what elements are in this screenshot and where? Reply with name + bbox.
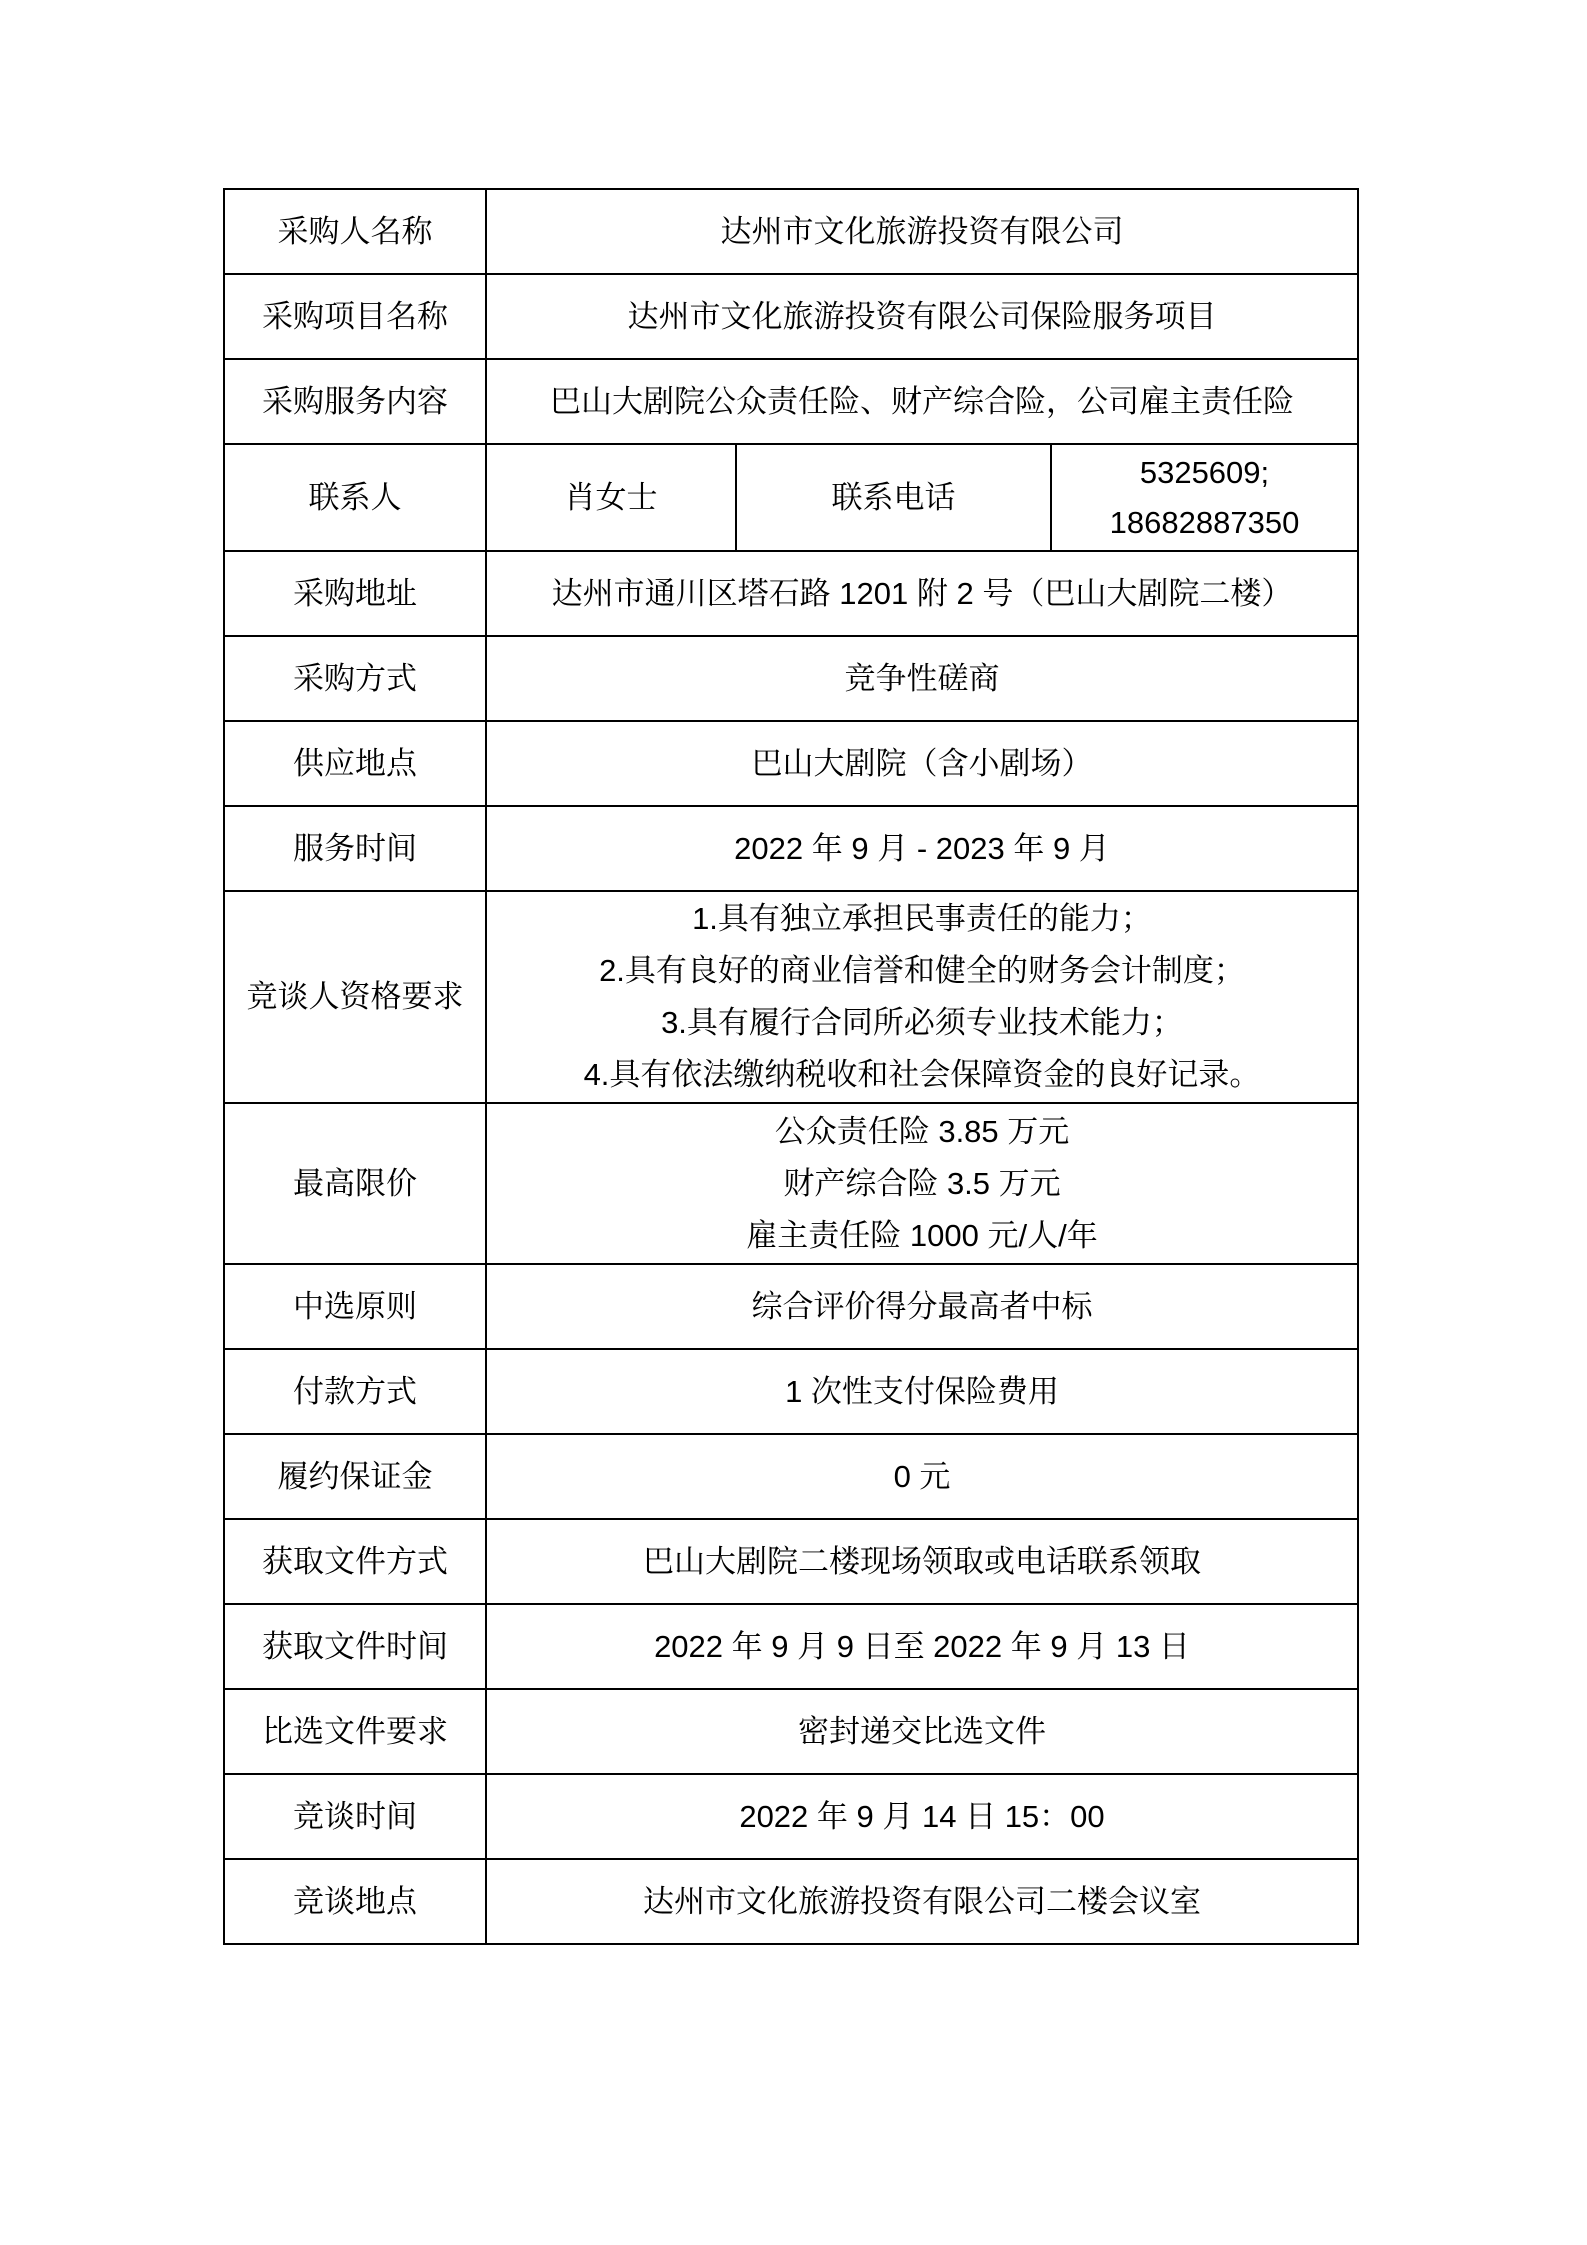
procurement-info-table	[223, 188, 1359, 1945]
row-label-negotiation-location: 竞谈地点	[224, 1859, 486, 1944]
contact-phone-line-2: 18682887350	[1109, 504, 1300, 540]
row-value-bid-document-requirement: 密封递交比选文件	[486, 1689, 1358, 1774]
row-value-project-name: 达州市文化旅游投资有限公司保险服务项目	[486, 274, 1358, 359]
table-row	[224, 551, 1358, 636]
table-row	[224, 1604, 1358, 1689]
table-row	[224, 1689, 1358, 1774]
row-value-service-period: 2022 年 9 月 - 2023 年 9 月	[486, 806, 1358, 891]
row-label-service-period: 服务时间	[224, 806, 486, 891]
row-value-qualification-requirements	[486, 891, 1358, 1103]
table-row	[224, 359, 1358, 444]
row-value-document-obtain-time: 2022 年 9 月 9 日至 2022 年 9 月 13 日	[486, 1604, 1358, 1689]
table-row	[224, 1434, 1358, 1519]
row-value-max-price	[486, 1103, 1358, 1264]
row-value-supply-location: 巴山大剧院（含小剧场）	[486, 721, 1358, 806]
row-value-purchase-address: 达州市通川区塔石路 1201 附 2 号（巴山大剧院二楼）	[486, 551, 1358, 636]
row-value-document-obtain-method: 巴山大剧院二楼现场领取或电话联系领取	[486, 1519, 1358, 1604]
row-label-payment-method: 付款方式	[224, 1349, 486, 1434]
row-value-contact-phone	[1051, 444, 1358, 551]
row-value-purchase-method: 竞争性磋商	[486, 636, 1358, 721]
row-label-project-name: 采购项目名称	[224, 274, 486, 359]
max-price-line-1: 公众责任险 3.85 万元	[774, 1113, 1070, 1149]
contact-phone-line-1: 5325609;	[1139, 454, 1270, 490]
row-label-purchase-method: 采购方式	[224, 636, 486, 721]
table-row	[224, 189, 1358, 274]
row-label-document-obtain-method: 获取文件方式	[224, 1519, 486, 1604]
row-value-contact-person: 肖女士	[486, 444, 736, 551]
row-label-performance-bond: 履约保证金	[224, 1434, 486, 1519]
table-row	[224, 1349, 1358, 1434]
row-label-negotiation-time: 竞谈时间	[224, 1774, 486, 1859]
row-label-bid-document-requirement: 比选文件要求	[224, 1689, 486, 1774]
row-label-qualification-requirements: 竞谈人资格要求	[224, 891, 486, 1103]
table-row	[224, 1859, 1358, 1944]
row-label-purchase-address: 采购地址	[224, 551, 486, 636]
table-row	[224, 1264, 1358, 1349]
table-row	[224, 1519, 1358, 1604]
row-label-contact-person: 联系人	[224, 444, 486, 551]
table-row	[224, 274, 1358, 359]
row-label-contact-phone: 联系电话	[736, 444, 1051, 551]
row-label-document-obtain-time: 获取文件时间	[224, 1604, 486, 1689]
row-value-selection-principle: 综合评价得分最高者中标	[486, 1264, 1358, 1349]
qualification-line-3: 3.具有履行合同所必须专业技术能力；	[661, 1005, 1183, 1040]
table-row	[224, 636, 1358, 721]
row-label-supply-location: 供应地点	[224, 721, 486, 806]
row-value-purchaser-name: 达州市文化旅游投资有限公司	[486, 189, 1358, 274]
row-value-payment-method: 1 次性支付保险费用	[486, 1349, 1358, 1434]
max-price-line-3: 雇主责任险 1000 元/人/年	[746, 1217, 1098, 1253]
row-label-max-price: 最高限价	[224, 1103, 486, 1264]
row-value-performance-bond: 0 元	[486, 1434, 1358, 1519]
max-price-line-2: 财产综合险 3.5 万元	[783, 1165, 1061, 1201]
table-row	[224, 806, 1358, 891]
qualification-line-1: 1.具有独立承担民事责任的能力；	[692, 901, 1152, 936]
row-label-purchaser-name: 采购人名称	[224, 189, 486, 274]
table-row	[224, 444, 1358, 551]
row-label-selection-principle: 中选原则	[224, 1264, 486, 1349]
row-value-negotiation-time: 2022 年 9 月 14 日 15：00	[486, 1774, 1358, 1859]
qualification-line-2: 2.具有良好的商业信誉和健全的财务会计制度；	[599, 953, 1245, 988]
table-row	[224, 1774, 1358, 1859]
qualification-line-4: 4.具有依法缴纳税收和社会保障资金的良好记录。	[583, 1057, 1261, 1092]
table-row	[224, 1103, 1358, 1264]
row-value-negotiation-location: 达州市文化旅游投资有限公司二楼会议室	[486, 1859, 1358, 1944]
table-row	[224, 891, 1358, 1103]
row-label-service-content: 采购服务内容	[224, 359, 486, 444]
row-value-service-content: 巴山大剧院公众责任险、财产综合险，公司雇主责任险	[486, 359, 1358, 444]
table-row	[224, 721, 1358, 806]
